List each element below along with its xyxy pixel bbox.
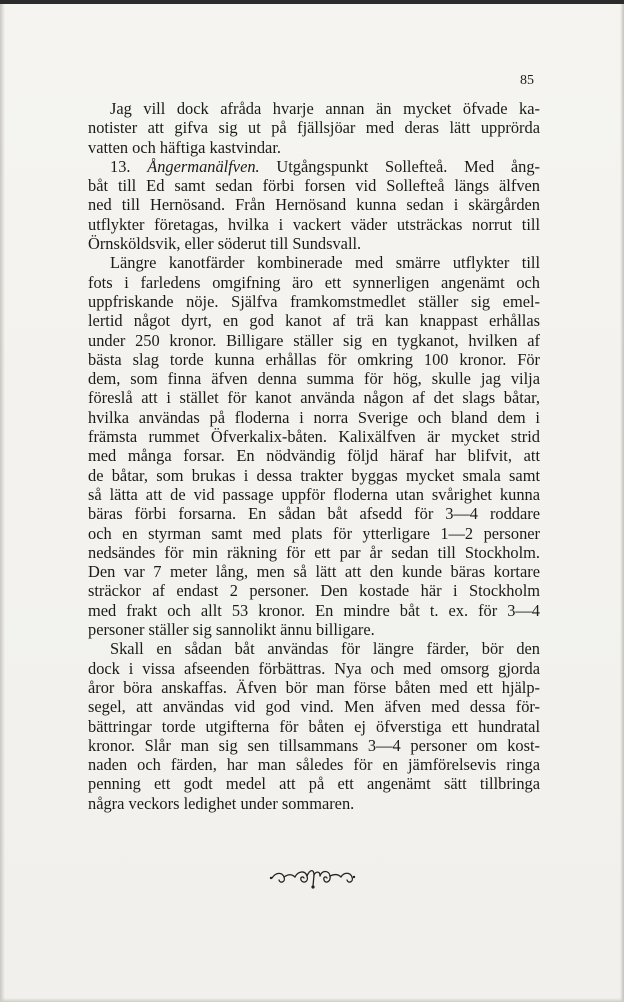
text-line: notister att gifva sig ut på fjällsjöar med deras lätt upprörda	[88, 118, 540, 138]
text-line: med många forsar. En nödvändig följd häraf har blifvit, att	[88, 446, 540, 466]
text-line: penning ett godt medel att på ett angenämt sätt tillbringa	[88, 774, 540, 794]
text-line: så lätta att de vid passage uppför floderna utan svårighet kunna	[88, 484, 540, 504]
text-line: Den var 7 meter lång, men så lätt att den kunde bäras kortare	[88, 562, 540, 582]
page-number: 85	[520, 73, 534, 88]
text-line: fots i farledens omgifning äro ett synnerligen angenämt och	[88, 272, 540, 292]
text-line: nedsändes för min räkning för ett par år sedan till Stockholm.	[88, 542, 540, 562]
text-line: Örnsköldsvik, eller söderut till Sundsvall.	[88, 234, 362, 254]
section-heading-italic: Ångermanälfven.	[147, 156, 260, 176]
tailpiece-flourish-icon	[268, 865, 358, 891]
text-line: naden och färden, har man således för en jämförelsevis ringa	[88, 755, 540, 775]
right-page-edge	[620, 4, 624, 1002]
text-line: utflykter företagas, hvilka i vackert väder utsträckas norrut till	[88, 214, 540, 234]
text-line: föreslå att i stället för kanot använda någon af det slags båtar,	[88, 388, 540, 408]
bottom-page-edge	[0, 998, 624, 1002]
body-text	[88, 99, 540, 813]
text-line: de båtar, som brukas i dessa trakter byggas mycket smala samt	[88, 465, 540, 485]
text-line: båt till Ed samt sedan förbi forsen vid Sollefteå längs älfven	[88, 176, 540, 196]
text-line: personer ställer sig sannolikt ännu billigare.	[88, 620, 375, 640]
text-line: Skall en sådan båt användas för längre färder, bör den	[110, 639, 540, 659]
text-line: åror böra anskaffas. Äfven bör man förse båten med ett hjälp-	[88, 677, 540, 697]
top-scan-border	[0, 0, 624, 4]
text-line: med frakt och allt 53 kronor. En mindre båt t. ex. för 3—4	[88, 600, 540, 620]
text-line: sträckor af endast 2 personer. Den kostade här i Stockholm	[88, 581, 540, 601]
text-line: dock i vissa afseenden förbättras. Nya och med omsorg gjorda	[88, 658, 540, 678]
text-line: under 250 kronor. Billigare ställer sig en tygkanot, hvilken af	[88, 330, 540, 350]
text-line: några veckors ledighet under sommaren.	[88, 793, 355, 813]
text-line: bättringar torde utgifterna för båten ej öfverstiga ett hundratal	[88, 716, 540, 736]
text-line: hvilka användas på floderna i norra Sverige och bland dem i	[88, 407, 540, 427]
text-line: ned till Hernösand. Från Hernösand kunna sedan i skärgården	[88, 195, 540, 215]
text-line: vatten och häftiga kastvindar.	[88, 137, 281, 157]
text-line	[88, 157, 540, 176]
text-line: bästa slag torde kunna erhållas för omkring 100 kronor. För	[88, 349, 540, 369]
text-line: främsta rummet Öfverkalix-båten. Kalixälfven är mycket strid	[88, 427, 540, 447]
text-line: uppfriskande nöje. Själfva framkomstmedlet ställer sig emel-	[88, 291, 540, 311]
text-span: Utgångspunkt Sollefteå. Med ång-	[259, 156, 540, 176]
left-page-edge	[0, 4, 5, 1002]
text-line: lertid något dyrt, en god kanot af trä kan knappast erhållas	[88, 311, 540, 331]
text-line: dem, som finna äfven denna summa för hög, skulle jag vilja	[88, 369, 540, 389]
text-line: bäras förbi forsarna. En sådan båt afsedd för 3—4 roddare	[88, 504, 540, 524]
text-span: 13.	[110, 156, 148, 176]
text-line: Jag vill dock afråda hvarje annan än mycket öfvade ka-	[110, 99, 540, 118]
text-line: och en styrman samt med plats för ytterligare 1—2 personer	[88, 523, 540, 543]
text-line: segel, att användas vid god vind. Men äfven med dessa för-	[88, 697, 540, 717]
text-line: Längre kanotfärder kombinerade med smärre utflykter till	[110, 253, 540, 273]
text-line: kronor. Slår man sig sen tillsammans 3—4 personer om kost-	[88, 735, 540, 755]
